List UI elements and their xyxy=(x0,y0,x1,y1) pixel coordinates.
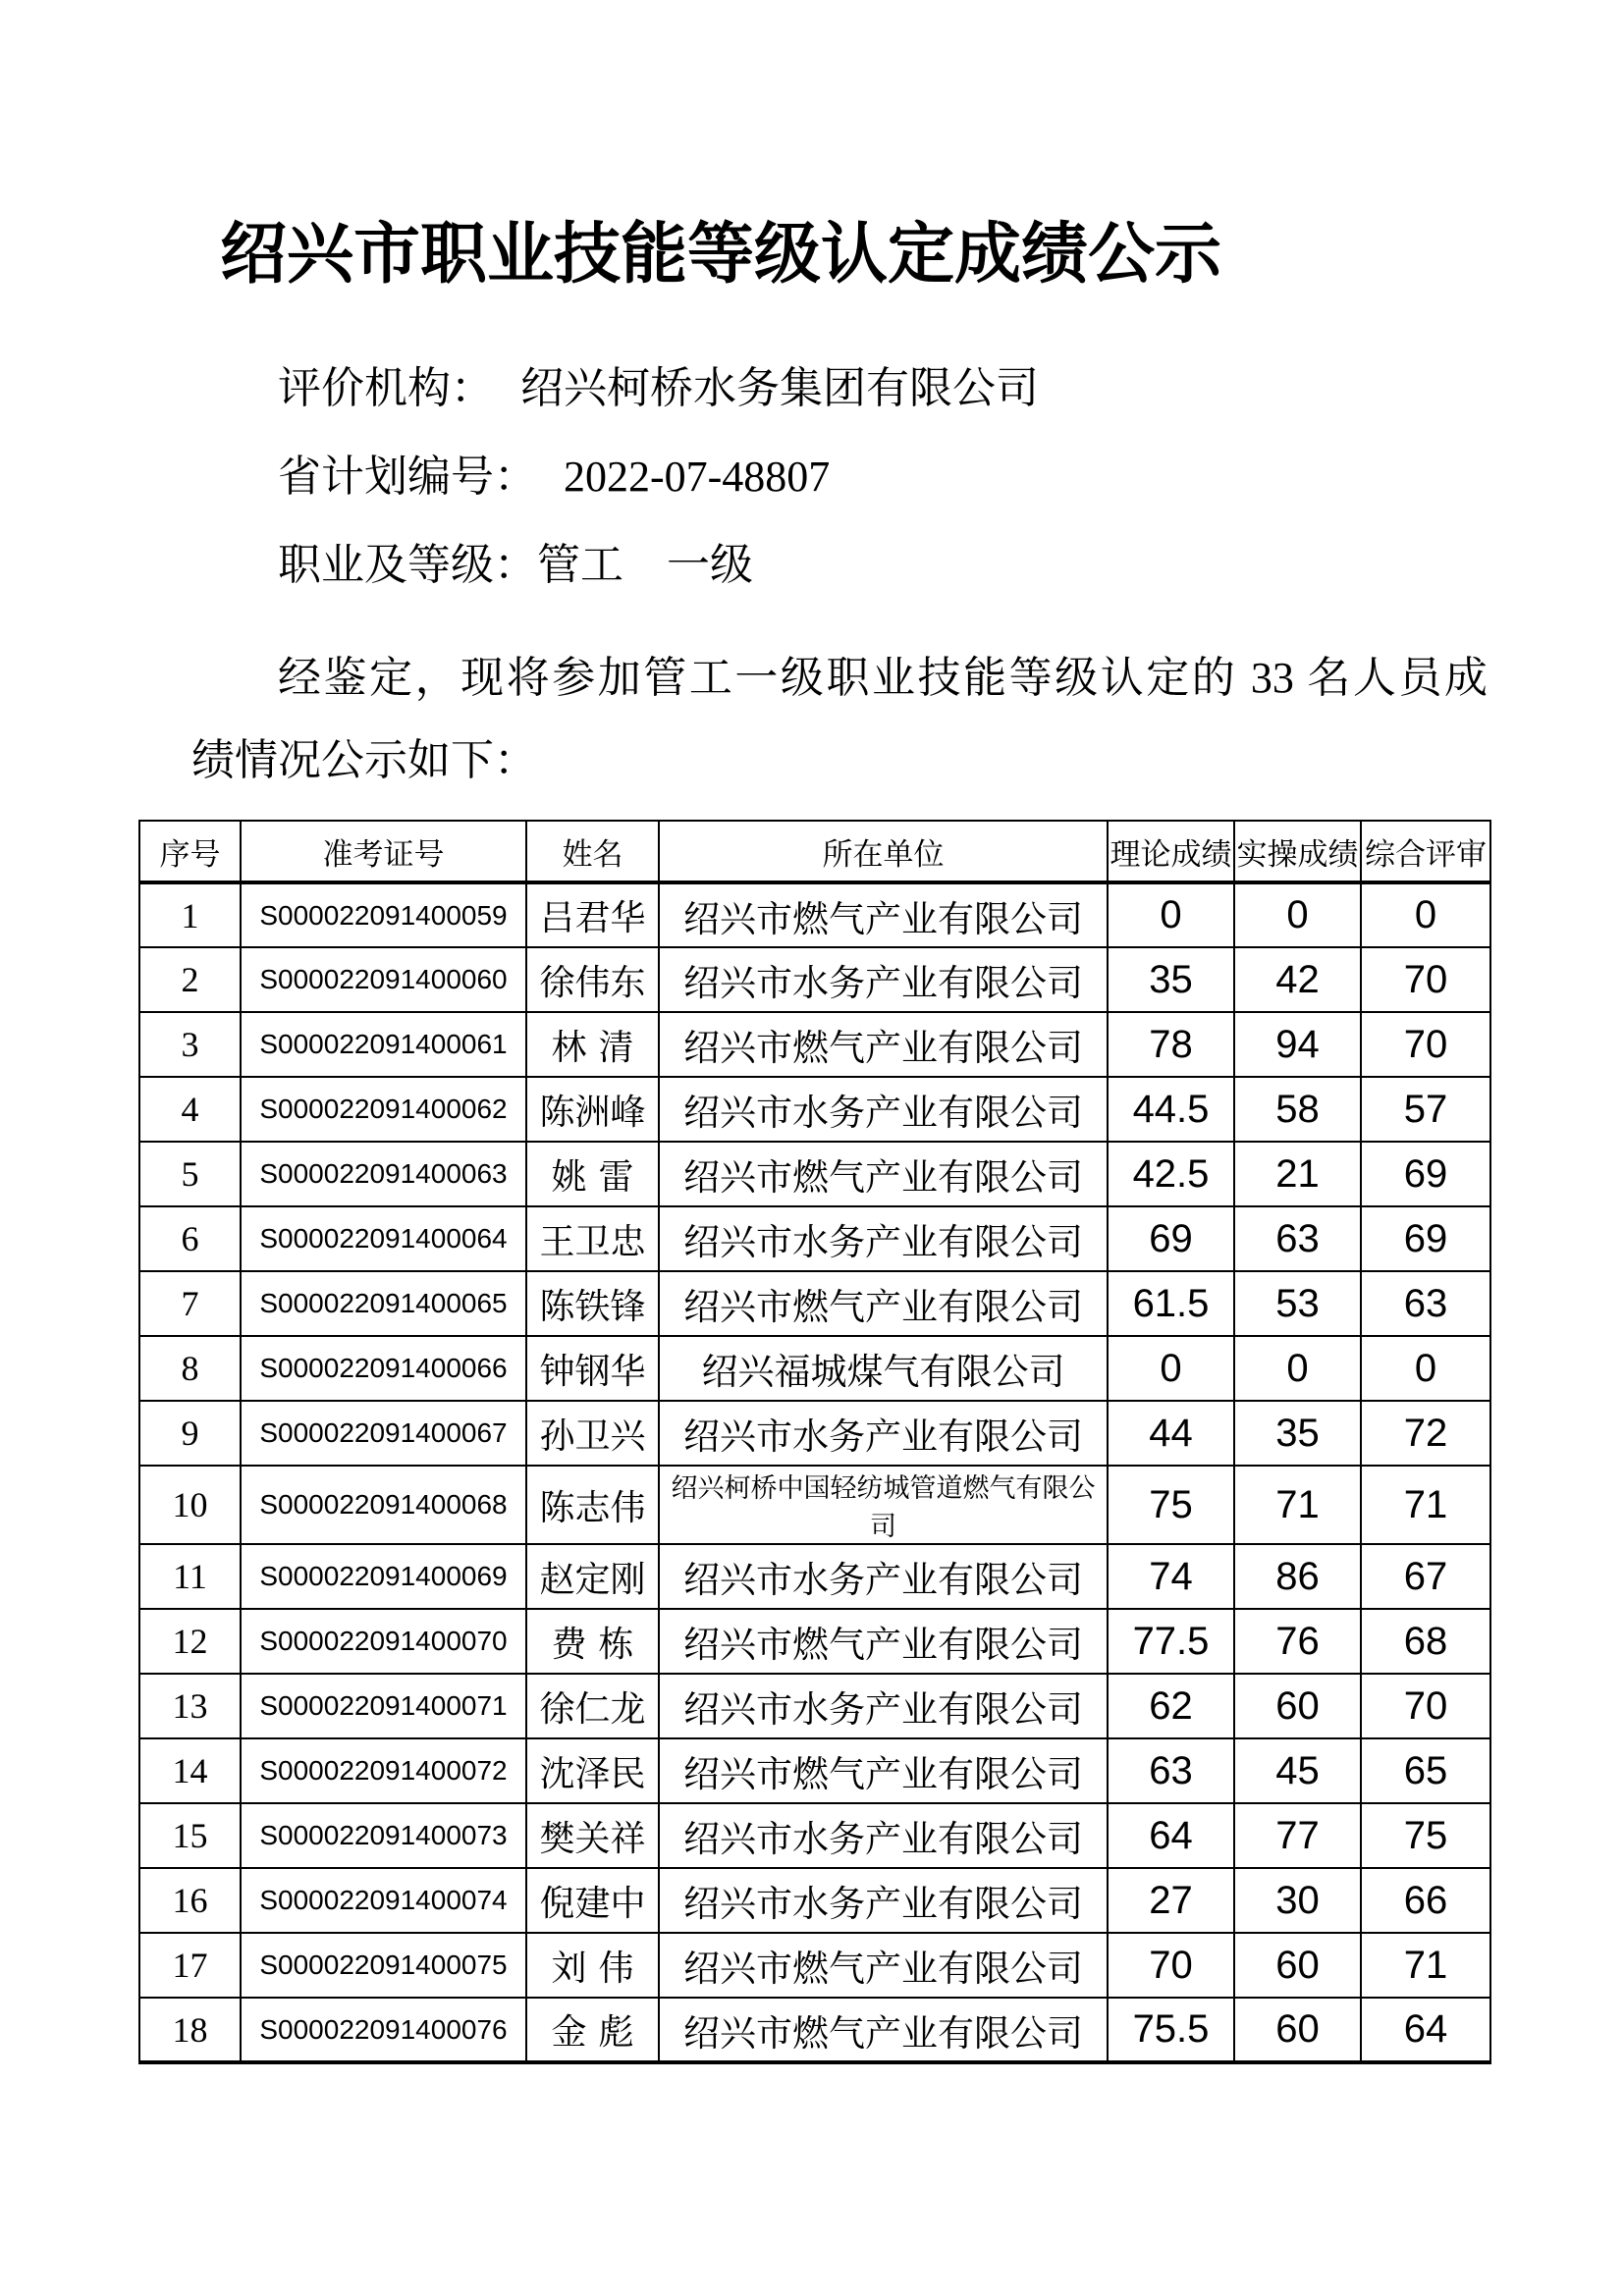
table-row xyxy=(139,1142,1490,1206)
cell-practical-score: 45 xyxy=(1234,1738,1361,1803)
table-row xyxy=(139,1012,1490,1077)
cell-theory-score: 27 xyxy=(1108,1868,1234,1933)
table-body xyxy=(139,882,1490,2062)
cell-row-number: 13 xyxy=(139,1674,241,1738)
table-row xyxy=(139,1336,1490,1401)
cell-company: 绍兴市水务产业有限公司 xyxy=(659,1674,1108,1738)
table-row xyxy=(139,1609,1490,1674)
cell-exam-id: S000022091400076 xyxy=(241,1998,526,2062)
cell-company: 绍兴市燃气产业有限公司 xyxy=(659,1933,1108,1998)
cell-name: 陈志伟 xyxy=(526,1466,659,1544)
cell-exam-id: S000022091400075 xyxy=(241,1933,526,1998)
meta-plan-number xyxy=(278,452,830,503)
cell-overall-review: 0 xyxy=(1361,1336,1490,1401)
cell-exam-id: S000022091400063 xyxy=(241,1142,526,1206)
cell-practical-score: 63 xyxy=(1234,1206,1361,1271)
cell-name: 姚雷 xyxy=(526,1142,659,1206)
cell-overall-review: 75 xyxy=(1361,1803,1490,1868)
col-header-practical-score: 实操成绩 xyxy=(1234,821,1361,882)
cell-name: 倪建中 xyxy=(526,1868,659,1933)
cell-row-number: 8 xyxy=(139,1336,241,1401)
cell-practical-score: 58 xyxy=(1234,1077,1361,1142)
cell-row-number: 14 xyxy=(139,1738,241,1803)
table-row xyxy=(139,1738,1490,1803)
cell-company: 绍兴市燃气产业有限公司 xyxy=(659,1271,1108,1336)
cell-company: 绍兴市水务产业有限公司 xyxy=(659,1077,1108,1142)
cell-practical-score: 76 xyxy=(1234,1609,1361,1674)
cell-overall-review: 64 xyxy=(1361,1998,1490,2062)
cell-practical-score: 30 xyxy=(1234,1868,1361,1933)
col-header-overall-review: 综合评审 xyxy=(1361,821,1490,882)
cell-exam-id: S000022091400065 xyxy=(241,1271,526,1336)
cell-theory-score: 0 xyxy=(1108,882,1234,947)
col-header-exam-id: 准考证号 xyxy=(241,821,526,882)
table-row xyxy=(139,1271,1490,1336)
cell-practical-score: 53 xyxy=(1234,1271,1361,1336)
col-header-name: 姓名 xyxy=(526,821,659,882)
cell-company: 绍兴市水务产业有限公司 xyxy=(659,1544,1108,1609)
cell-theory-score: 78 xyxy=(1108,1012,1234,1077)
cell-theory-score: 44 xyxy=(1108,1401,1234,1466)
cell-practical-score: 21 xyxy=(1234,1142,1361,1206)
cell-row-number: 4 xyxy=(139,1077,241,1142)
table-row xyxy=(139,1544,1490,1609)
cell-name: 费栋 xyxy=(526,1609,659,1674)
cell-row-number: 11 xyxy=(139,1544,241,1609)
cell-exam-id: S000022091400060 xyxy=(241,947,526,1012)
cell-theory-score: 0 xyxy=(1108,1336,1234,1401)
cell-overall-review: 72 xyxy=(1361,1401,1490,1466)
table-row xyxy=(139,1206,1490,1271)
cell-row-number: 10 xyxy=(139,1466,241,1544)
cell-theory-score: 69 xyxy=(1108,1206,1234,1271)
cell-company: 绍兴市燃气产业有限公司 xyxy=(659,1012,1108,1077)
cell-row-number: 18 xyxy=(139,1998,241,2062)
cell-exam-id: S000022091400059 xyxy=(241,882,526,947)
cell-practical-score: 0 xyxy=(1234,882,1361,947)
cell-name: 沈泽民 xyxy=(526,1738,659,1803)
table-row xyxy=(139,882,1490,947)
cell-practical-score: 71 xyxy=(1234,1466,1361,1544)
table-row xyxy=(139,1803,1490,1868)
cell-row-number: 1 xyxy=(139,882,241,947)
cell-theory-score: 75 xyxy=(1108,1466,1234,1544)
cell-company: 绍兴市水务产业有限公司 xyxy=(659,1868,1108,1933)
cell-practical-score: 42 xyxy=(1234,947,1361,1012)
page-title: 绍兴市职业技能等级认定成绩公示 xyxy=(219,217,1221,292)
results-table xyxy=(138,820,1491,2064)
cell-company: 绍兴福城煤气有限公司 xyxy=(659,1336,1108,1401)
table-row xyxy=(139,1933,1490,1998)
cell-name: 樊关祥 xyxy=(526,1803,659,1868)
meta-evaluator xyxy=(278,363,1039,414)
intro-paragraph-line2: 绩情况公示如下： xyxy=(191,736,537,784)
cell-name: 吕君华 xyxy=(526,882,659,947)
cell-practical-score: 86 xyxy=(1234,1544,1361,1609)
cell-practical-score: 94 xyxy=(1234,1012,1361,1077)
cell-row-number: 2 xyxy=(139,947,241,1012)
cell-theory-score: 44.5 xyxy=(1108,1077,1234,1142)
cell-overall-review: 68 xyxy=(1361,1609,1490,1674)
cell-row-number: 16 xyxy=(139,1868,241,1933)
cell-practical-score: 60 xyxy=(1234,1674,1361,1738)
cell-overall-review: 66 xyxy=(1361,1868,1490,1933)
meta-occupation-level xyxy=(278,540,753,591)
cell-theory-score: 35 xyxy=(1108,947,1234,1012)
cell-exam-id: S000022091400072 xyxy=(241,1738,526,1803)
cell-name: 徐伟东 xyxy=(526,947,659,1012)
cell-company: 绍兴市水务产业有限公司 xyxy=(659,1401,1108,1466)
cell-overall-review: 67 xyxy=(1361,1544,1490,1609)
cell-name: 刘伟 xyxy=(526,1933,659,1998)
meta-evaluator-label: 评价机构： xyxy=(278,364,494,412)
cell-exam-id: S000022091400064 xyxy=(241,1206,526,1271)
table-row xyxy=(139,1401,1490,1466)
table-row xyxy=(139,1466,1490,1544)
cell-practical-score: 0 xyxy=(1234,1336,1361,1401)
cell-overall-review: 70 xyxy=(1361,1012,1490,1077)
cell-row-number: 17 xyxy=(139,1933,241,1998)
meta-occupation-level-label: 职业及等级： xyxy=(278,541,537,589)
cell-name: 陈洲峰 xyxy=(526,1077,659,1142)
cell-exam-id: S000022091400061 xyxy=(241,1012,526,1077)
cell-exam-id: S000022091400071 xyxy=(241,1674,526,1738)
cell-company: 绍兴市燃气产业有限公司 xyxy=(659,1738,1108,1803)
cell-row-number: 9 xyxy=(139,1401,241,1466)
cell-exam-id: S000022091400062 xyxy=(241,1077,526,1142)
cell-row-number: 12 xyxy=(139,1609,241,1674)
cell-name: 陈铁锋 xyxy=(526,1271,659,1336)
cell-row-number: 7 xyxy=(139,1271,241,1336)
cell-company: 绍兴市燃气产业有限公司 xyxy=(659,882,1108,947)
cell-overall-review: 71 xyxy=(1361,1466,1490,1544)
cell-overall-review: 70 xyxy=(1361,1674,1490,1738)
cell-theory-score: 77.5 xyxy=(1108,1609,1234,1674)
meta-plan-number-label: 省计划编号： xyxy=(278,453,537,501)
cell-name: 赵定刚 xyxy=(526,1544,659,1609)
col-header-theory-score: 理论成绩 xyxy=(1108,821,1234,882)
table-row xyxy=(139,1868,1490,1933)
cell-row-number: 5 xyxy=(139,1142,241,1206)
cell-name: 林清 xyxy=(526,1012,659,1077)
cell-company: 绍兴市燃气产业有限公司 xyxy=(659,1142,1108,1206)
cell-row-number: 3 xyxy=(139,1012,241,1077)
cell-company: 绍兴市水务产业有限公司 xyxy=(659,947,1108,1012)
cell-overall-review: 57 xyxy=(1361,1077,1490,1142)
cell-overall-review: 0 xyxy=(1361,882,1490,947)
cell-company: 绍兴市水务产业有限公司 xyxy=(659,1803,1108,1868)
cell-overall-review: 65 xyxy=(1361,1738,1490,1803)
cell-exam-id: S000022091400073 xyxy=(241,1803,526,1868)
cell-row-number: 15 xyxy=(139,1803,241,1868)
cell-exam-id: S000022091400068 xyxy=(241,1466,526,1544)
meta-occupation-level-value: 管工 一级 xyxy=(537,541,753,589)
cell-theory-score: 61.5 xyxy=(1108,1271,1234,1336)
intro-paragraph-line1: 经鉴定，现将参加管工一级职业技能等级认定的 33 名人员成 xyxy=(278,654,1488,702)
cell-exam-id: S000022091400067 xyxy=(241,1401,526,1466)
col-header-company: 所在单位 xyxy=(659,821,1108,882)
cell-theory-score: 63 xyxy=(1108,1738,1234,1803)
cell-theory-score: 42.5 xyxy=(1108,1142,1234,1206)
cell-practical-score: 35 xyxy=(1234,1401,1361,1466)
cell-overall-review: 63 xyxy=(1361,1271,1490,1336)
table-row xyxy=(139,947,1490,1012)
cell-overall-review: 69 xyxy=(1361,1206,1490,1271)
cell-theory-score: 75.5 xyxy=(1108,1998,1234,2062)
cell-name: 钟钢华 xyxy=(526,1336,659,1401)
cell-name: 王卫忠 xyxy=(526,1206,659,1271)
meta-evaluator-value: 绍兴柯桥水务集团有限公司 xyxy=(520,364,1039,412)
cell-company: 绍兴柯桥中国轻纺城管道燃气有限公司 xyxy=(659,1466,1108,1544)
cell-name: 徐仁龙 xyxy=(526,1674,659,1738)
cell-overall-review: 69 xyxy=(1361,1142,1490,1206)
cell-practical-score: 77 xyxy=(1234,1803,1361,1868)
table-row xyxy=(139,1998,1490,2062)
cell-theory-score: 62 xyxy=(1108,1674,1234,1738)
cell-practical-score: 60 xyxy=(1234,1933,1361,1998)
cell-theory-score: 74 xyxy=(1108,1544,1234,1609)
cell-overall-review: 70 xyxy=(1361,947,1490,1012)
cell-overall-review: 71 xyxy=(1361,1933,1490,1998)
table-row xyxy=(139,1674,1490,1738)
cell-exam-id: S000022091400070 xyxy=(241,1609,526,1674)
cell-company: 绍兴市燃气产业有限公司 xyxy=(659,1998,1108,2062)
cell-exam-id: S000022091400066 xyxy=(241,1336,526,1401)
cell-practical-score: 60 xyxy=(1234,1998,1361,2062)
table-header-row xyxy=(139,821,1490,882)
cell-exam-id: S000022091400069 xyxy=(241,1544,526,1609)
table-row xyxy=(139,1077,1490,1142)
cell-company: 绍兴市燃气产业有限公司 xyxy=(659,1609,1108,1674)
meta-plan-number-value: 2022-07-48807 xyxy=(564,453,831,501)
cell-theory-score: 64 xyxy=(1108,1803,1234,1868)
cell-row-number: 6 xyxy=(139,1206,241,1271)
col-header-no: 序号 xyxy=(139,821,241,882)
cell-name: 金彪 xyxy=(526,1998,659,2062)
cell-theory-score: 70 xyxy=(1108,1933,1234,1998)
cell-company: 绍兴市水务产业有限公司 xyxy=(659,1206,1108,1271)
cell-name: 孙卫兴 xyxy=(526,1401,659,1466)
cell-exam-id: S000022091400074 xyxy=(241,1868,526,1933)
